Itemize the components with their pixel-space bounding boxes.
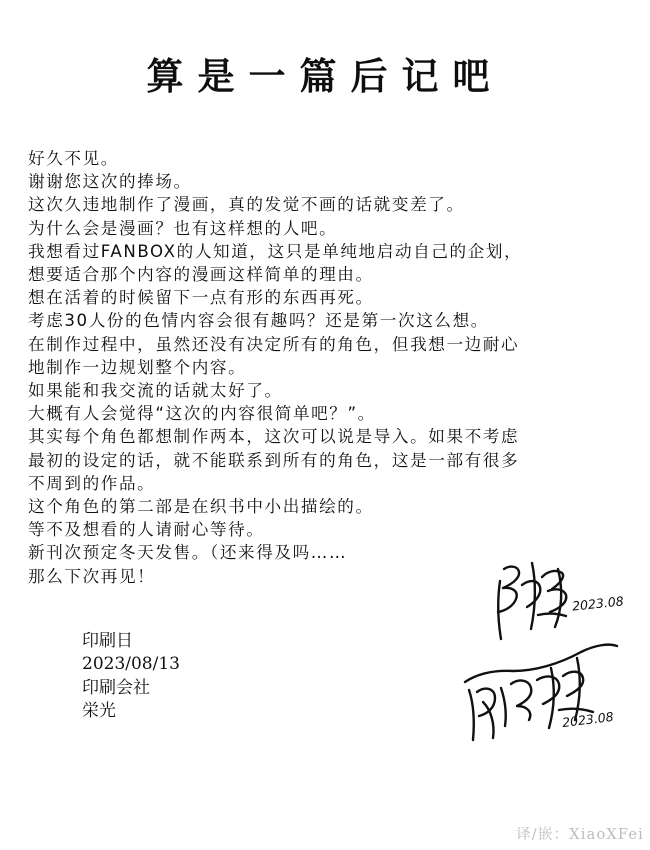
body-line: 在制作过程中，虽然还没有决定所有的角色，但我想一边耐心 xyxy=(28,334,520,354)
author-signature-2 xyxy=(455,640,625,750)
body-line: 这次久违地制作了漫画，真的发觉不画的话就变差了。 xyxy=(28,195,465,215)
print-date-label: 印刷日 xyxy=(82,631,133,651)
body-line: 想要适合那个内容的漫画这样简单的理由。 xyxy=(28,265,374,285)
colophon xyxy=(82,630,180,724)
body-line: 新刊次预定冬天发售。（还来得及吗…… xyxy=(28,543,348,563)
page-title: 算是一篇后记吧 xyxy=(146,55,504,98)
body-line: 想在活着的时候留下一点有形的东西再死。 xyxy=(28,288,374,308)
body-line: 为什么会是漫画？也有这样想的人吧。 xyxy=(28,218,338,238)
printer-label: 印刷会社 xyxy=(82,677,150,698)
afterword-body xyxy=(28,147,638,588)
translation-credit: 译/嵌：XiaoXFei xyxy=(516,827,644,843)
body-line: 其实每个角色都想制作两本，这次可以说是导入。如果不考虑 xyxy=(28,427,520,447)
body-line: 谢谢您这次的捧场。 xyxy=(28,172,192,192)
body-line: 我想看过FANBOX的人知道，这只是单纯地启动自己的企划， xyxy=(28,241,523,261)
signature-date-2: 2023.08 xyxy=(561,708,615,731)
body-line: 如果能和我交流的话就太好了。 xyxy=(28,381,283,401)
body-line: 好久不见。 xyxy=(28,149,119,168)
body-line: 那么下次再见！ xyxy=(28,566,156,586)
body-line: 这个角色的第二部是在织书中小出描绘的。 xyxy=(28,497,374,517)
body-line: 大概有人会觉得“这次的内容很简单吧？”。 xyxy=(28,404,376,424)
body-line: 不周到的作品。 xyxy=(28,473,156,493)
body-line: 等不及想看的人请耐心等待。 xyxy=(28,520,265,540)
body-line: 最初的设定的话，就不能联系到所有的角色，这是一部有很多 xyxy=(28,450,520,470)
body-line: 考虑30人份的色情内容会很有趣吗？还是第一次这么想。 xyxy=(28,311,489,331)
print-date: 2023/08/13 xyxy=(82,654,180,675)
signature-date-1: 2023.08 xyxy=(571,593,625,614)
body-line: 地制作一边规划整个内容。 xyxy=(28,357,247,377)
printer-name: 栄光 xyxy=(82,701,116,722)
